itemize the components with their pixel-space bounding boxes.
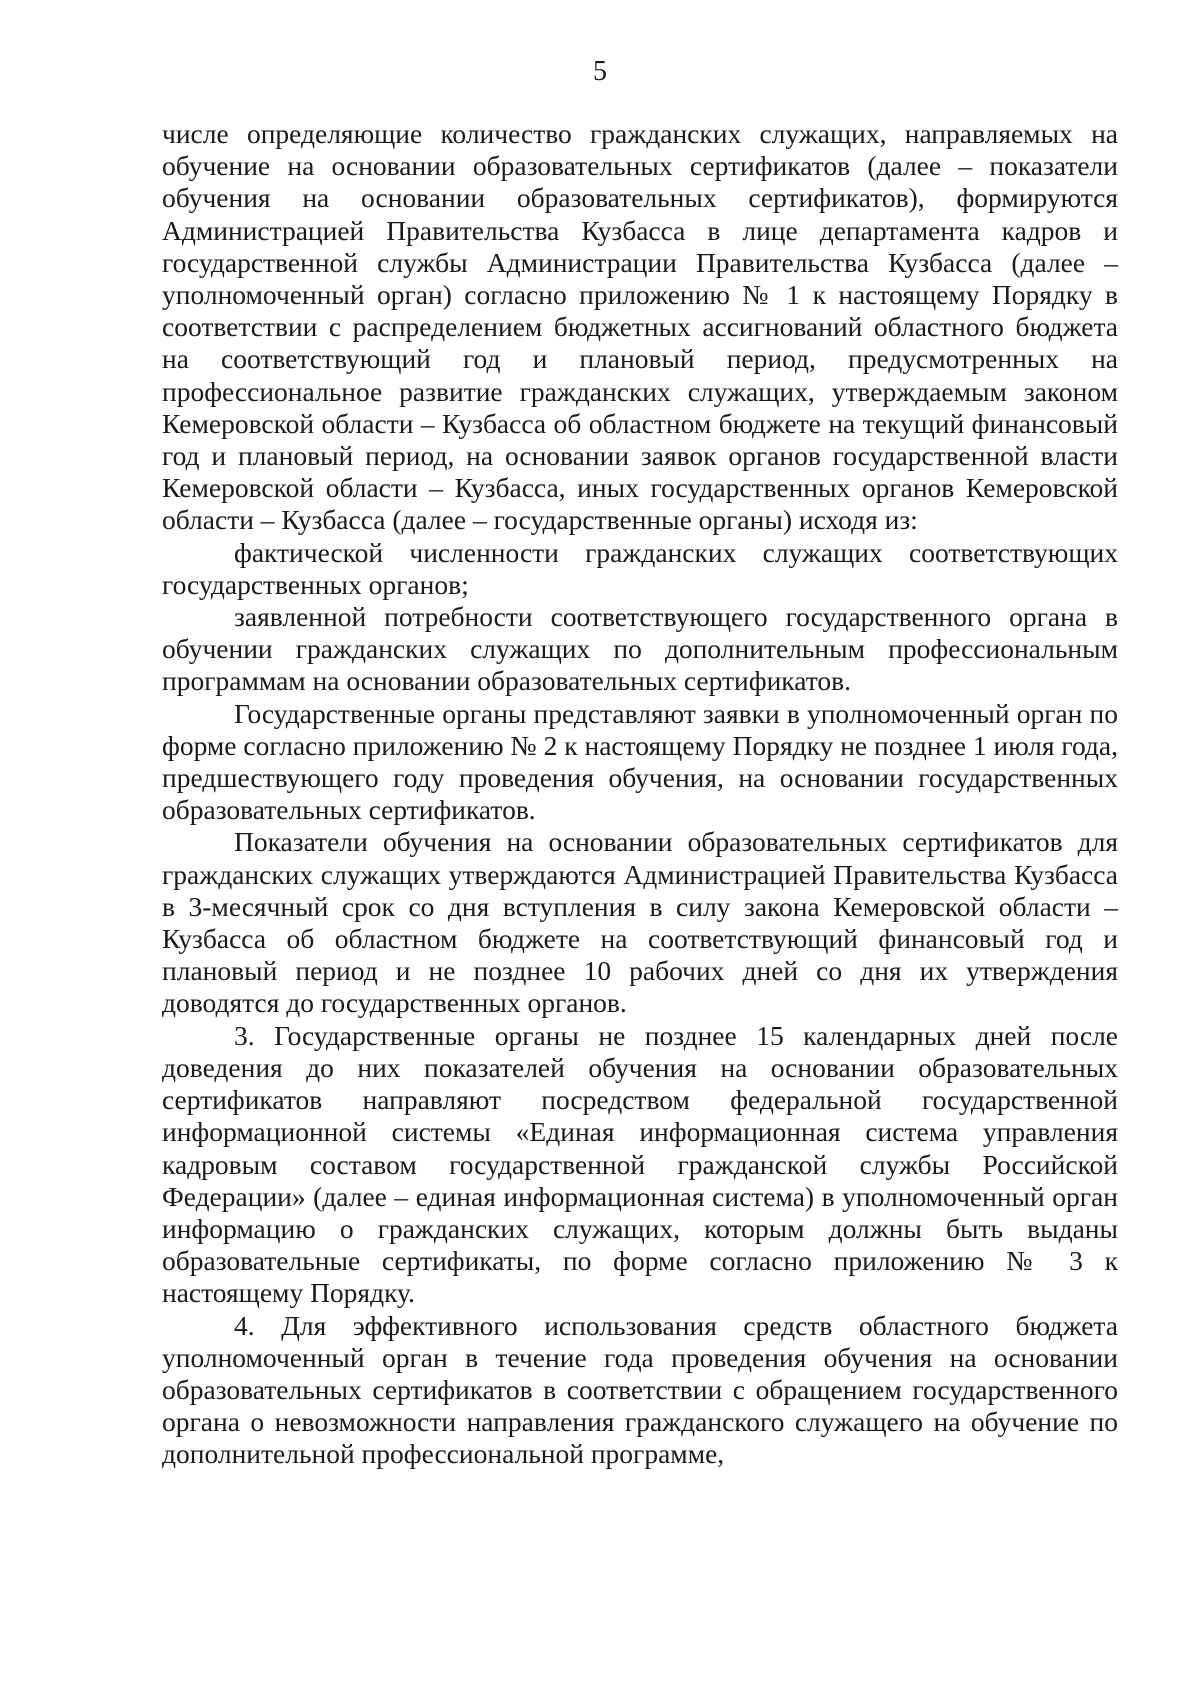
paragraph-1: числе определяющие количество гражданских служащих, направляемых на обучение на основании образовательных сертификатов (далее – показатели обучения на основании образовательных сертификатов), формируются Администрацией Правительства Кузбасса в лице департамента кадров и государственной службы Администрации Правительства Кузбасса (далее – уполномоченный орган) согласно приложению № 1 к настоящему Порядку в соответствии с распределением бюджетных ассигнований областного бюджета на соответствующий год и плановый период, предусмотренных на профессиональное развитие гражданских служащих, утверждаемым законом Кемеровской области – Кузбасса об областном бюджете на текущий финансовый год и плановый период, на основании заявок органов государственной власти Кемеровской области – Кузбасса, иных государственных органов Кемеровской области – Кузбасса (далее – государственные органы) исходя из: [162,118,1118,536]
paragraph-6: 3. Государственные органы не позднее 15 календарных дней после доведения до них показателей обучения на основании образовательных сертификатов направляют посредством федеральной государственной информационной системы «Единая информационная система управления кадровым составом государственной гражданской службы Российской Федерации» (далее – единая информационная система) в уполномоченный орган информацию о гражданских служащих, которым должны быть выданы образовательные сертификаты, по форме согласно приложению № 3 к настоящему Порядку. [162,1019,1118,1309]
paragraph-4: Государственные органы представляют заявки в уполномоченный орган по форме согласно приложению № 2 к настоящему Порядку не позднее 1 июля года, предшествующего году проведения обучения, на основании государственных образовательных сертификатов. [162,697,1118,826]
paragraph-5: Показатели обучения на основании образовательных сертификатов для гражданских служащих утверждаются Администрацией Правительства Кузбасса в 3-месячный срок со дня вступления в силу закона Кемеровской области – Кузбасса об областном бюджете на соответствующий финансовый год и плановый период и не позднее 10 рабочих дней со дня их утверждения доводятся до государственных органов. [162,826,1118,1019]
paragraph-7: 4. Для эффективного использования средств областного бюджета уполномоченный орган в течение года проведения обучения на основании образовательных сертификатов в соответствии с обращением государственного органа о невозможности направления гражданского служащего на обучение по дополнительной профессиональной программе, [162,1309,1118,1470]
page-number: 5 [593,56,607,87]
document-body [162,118,1118,1471]
paragraph-2: фактической численности гражданских служащих соответствующих государственных органов; [162,536,1118,600]
paragraph-3: заявленной потребности соответствующего государственного органа в обучении гражданских служащих по дополнительным профессиональным программам на основании образовательных сертификатов. [162,601,1118,697]
